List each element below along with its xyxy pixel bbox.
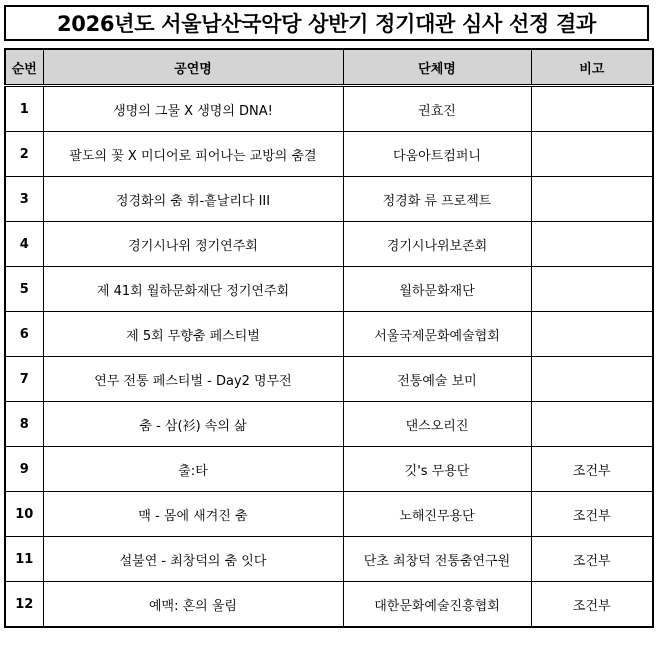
note-cell: 조건부 <box>531 492 653 537</box>
header-row <box>5 49 653 86</box>
header-performance: 공연명 <box>43 49 343 86</box>
note-cell: 조건부 <box>531 537 653 582</box>
row-number: 3 <box>5 177 43 222</box>
organization-name: 전통예술 보미 <box>343 357 531 402</box>
row-number: 8 <box>5 402 43 447</box>
performance-name: 춤 - 삼(衫) 속의 삶 <box>43 402 343 447</box>
row-number: 9 <box>5 447 43 492</box>
row-number: 11 <box>5 537 43 582</box>
table-row <box>5 402 653 447</box>
table-row <box>5 312 653 357</box>
table-row <box>5 357 653 402</box>
row-number: 12 <box>5 582 43 628</box>
header-no: 순번 <box>5 49 43 86</box>
performance-name: 제 5회 무향춤 페스티벌 <box>43 312 343 357</box>
note-cell <box>531 312 653 357</box>
row-number: 5 <box>5 267 43 312</box>
performance-name: 맥 - 몸에 새겨진 춤 <box>43 492 343 537</box>
organization-name: 경기시나위보존회 <box>343 222 531 267</box>
note-cell <box>531 402 653 447</box>
table-row <box>5 132 653 177</box>
row-number: 4 <box>5 222 43 267</box>
organization-name: 정경화 류 프로젝트 <box>343 177 531 222</box>
header-organization: 단체명 <box>343 49 531 86</box>
document-title: 2026년도 서울남산국악당 상반기 정기대관 심사 선정 결과 <box>4 5 649 41</box>
note-cell <box>531 357 653 402</box>
organization-name: 다움아트컴퍼니 <box>343 132 531 177</box>
performance-name: 정경화의 춤 휘-흩날리다 III <box>43 177 343 222</box>
row-number: 2 <box>5 132 43 177</box>
organization-name: 대한문화예술진흥협회 <box>343 582 531 628</box>
organization-name: 단초 최창덕 전통춤연구원 <box>343 537 531 582</box>
performance-name: 생명의 그물 X 생명의 DNA! <box>43 86 343 132</box>
note-cell <box>531 177 653 222</box>
note-cell <box>531 86 653 132</box>
organization-name: 월하문화재단 <box>343 267 531 312</box>
row-number: 10 <box>5 492 43 537</box>
table-row <box>5 582 653 628</box>
organization-name: 서울국제문화예술협회 <box>343 312 531 357</box>
performance-name: 제 41회 월하문화재단 정기연주회 <box>43 267 343 312</box>
organization-name: 노해진무용단 <box>343 492 531 537</box>
note-cell <box>531 132 653 177</box>
note-cell: 조건부 <box>531 447 653 492</box>
performance-name: 예맥: 혼의 울림 <box>43 582 343 628</box>
row-number: 1 <box>5 86 43 132</box>
table-row <box>5 447 653 492</box>
row-number: 6 <box>5 312 43 357</box>
table-row <box>5 492 653 537</box>
organization-name: 권효진 <box>343 86 531 132</box>
performance-name: 출:타 <box>43 447 343 492</box>
table-row <box>5 222 653 267</box>
note-cell <box>531 222 653 267</box>
note-cell <box>531 267 653 312</box>
table-row <box>5 177 653 222</box>
table-row <box>5 86 653 132</box>
table-row <box>5 267 653 312</box>
note-cell: 조건부 <box>531 582 653 628</box>
performance-name: 팔도의 꽃 X 미디어로 피어나는 교방의 춤결 <box>43 132 343 177</box>
performance-name: 연무 전통 페스티벌 - Day2 명무전 <box>43 357 343 402</box>
header-note: 비고 <box>531 49 653 86</box>
performance-name: 설불연 - 최창덕의 춤 잇다 <box>43 537 343 582</box>
organization-name: 댄스오리진 <box>343 402 531 447</box>
results-table <box>4 48 654 628</box>
table-row <box>5 537 653 582</box>
row-number: 7 <box>5 357 43 402</box>
organization-name: 깃's 무용단 <box>343 447 531 492</box>
performance-name: 경기시나위 정기연주회 <box>43 222 343 267</box>
